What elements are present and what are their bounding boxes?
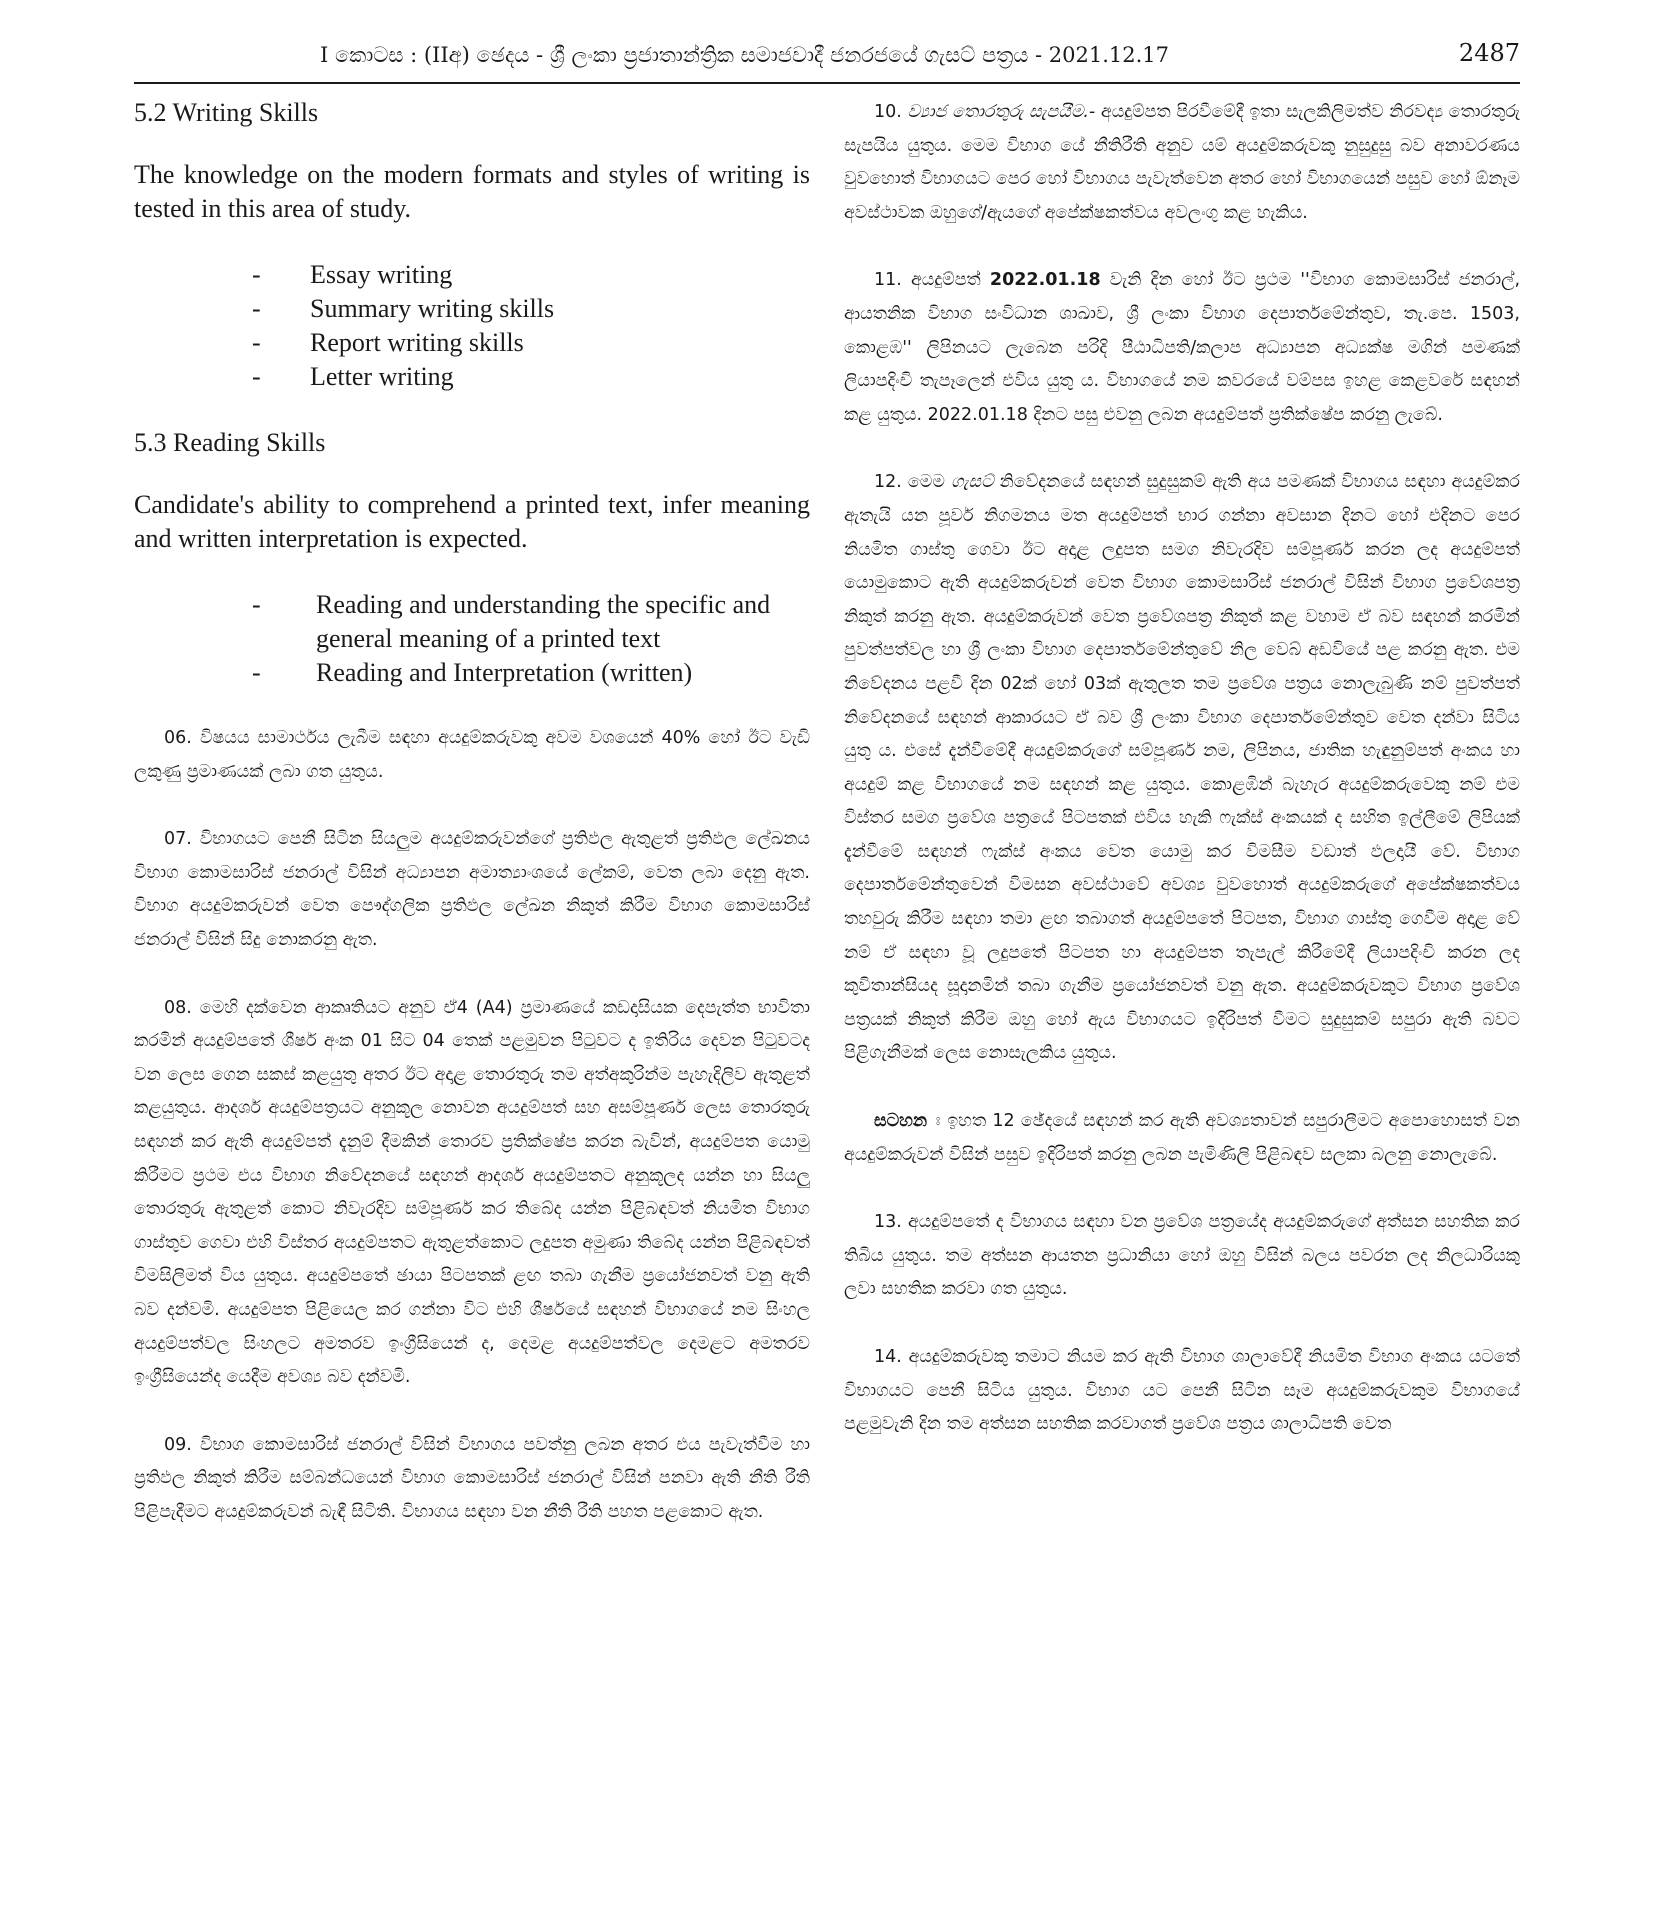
paragraph-body: - අයදුම්පත පිරවීමේදී ඉතා සැලකිලිමත්ව නිරවද්‍ය තොරතුරු සැපයිය යුතුය. මෙම විභාග යේ නීතිරීති අනුව යම් අයදුම්කරුවකු නුසුදුසු බව අනාවරණය වුවහොත් විභාගයට පෙර හෝ විභාගය පැවැත්වෙන අතර හෝ විභාගයෙන් පසුව හෝ ඕනෑම අවස්ථාවක ඔහුගේ/ඇයගේ අපේක්ෂකත්වය අවලංගු කළ හැකිය. (844, 102, 1520, 223)
list-item (134, 360, 810, 394)
paragraph-body: වැනි දින හෝ ඊට ප්‍රථම ''විභාග කොමසාරිස් ජනරාල්, ආයතනික විභාග සංවිධාන ශාඛාව, ශ්‍රී ලංකා විභාග දෙපාර්තමේන්තුව, තැ.පෙ. 1503, කොළඹ'' ලිපිනයට ලැබෙන පරිදි පීඨාධිපති/කලාප අධ්‍යාපන අධ්‍යක්ෂ මගින් පමණක් ලියාපදිංචි තැපෑලෙන් එවිය යුතු ය. විභාගයේ නම කවරයේ වම්පස ඉහළ කෙළවරේ සඳහන් කළ යුතුය. 2022.01.18 දිනට පසු එවනු ලබන අයදුම්පත් ප්‍රතික්ෂේප කරනු ලැබේ. (844, 270, 1521, 425)
paragraph-body: නිවේදනයේ සඳහන් සුදුසුකම් ඇති අය පමණක් විභාගය සඳහා අයදුම්කර ඇතැයි යන පූර්ව නිගමනය මත අයදුම්පත් භාර ගන්නා අවසාන දිනට හෝ එදිනට පෙර නියමිත ගාස්තු ගෙවා ඊට අදාළ ලදුපත සමග නිවැරදිව සම්පූර්ණ කරන ලද අයදුම්පත් යොමුකොට ඇති අයදුම්කරුවන් වෙත විභාග කොමසාරිස් ජනරාල් විසින් විභාග ප්‍රවේශපත්‍ර නිකුත් කරනු ඇත. අයදුම්කරුවන් වෙත ප්‍රවේශපත්‍ර නිකුත් කළ වහාම ඒ බව සඳහන් කරමින් පුවත්පත්වල හා ශ්‍රී ලංකා විභාග දෙපාර්තමේන්තුවේ නිල වෙබ් අඩවියේ පළ කරනු ඇත. එම නිවේදනය පළවී දින 02ක් හෝ 03ක් ඇතුලත තම ප්‍රවේශ පත්‍රය නොලැබුණි නම් පුවත්පත් නිවේදනයේ සඳහන් ආකාරයට ඒ බව ශ්‍රී ලංකා විභාග දෙපාර්තමේන්තුව වෙත දන්වා සිටිය යුතු ය. එසේ දැන්වීමේදී අයදුම්කරුගේ සම්පූර්ණ නම, ලිපිනය, ජාතික හැඳුනුම්පත් අංකය හා අයදුම් කළ විභාගයේ නම සඳහන් කළ යුතුය. කොළඹින් බැහැර අයදුම්කරුවෙකු නම් එම විස්තර සමග ප්‍රවේශ පත්‍රයේ පිටපතක් එවිය හැකි ෆැක්ස් අංකයක් ද සහිත ඉල්ලීමේ ලිපියක් දැන්වීමේ සඳහන් ෆැක්ස් අංකය වෙත යොමු කර විමසීම වඩාත් ඵලදායී වේ. විභාග දෙපාර්තමේන්තුවෙන් විමසන අවස්ථාවේ අවශ්‍ය වුවහොත් අයදුම්කරුගේ අපේක්ෂකත්වය තහවුරු කිරීම සඳහා තමා ළඟ තබාගත් අයදුම්පතේ පිටපත, විභාග ගාස්තු ගෙවීම අදාළ වේ නම් ඒ සඳහා වූ ලදුපතේ පිටපත හා අයදුම්පත තැපැල් කිරීමේදී ලියාපදිංචි කරන ලද කුවිතාන්සියද සූදානමින් තබා ගැනීම ප්‍රයෝජනවත් වනු ඇත. අයදුම්කරුවකුට විභාග ප්‍රවේශ පත්‍රයක් නිකුත් කිරීම ඔහු හෝ ඇය විභාගයට ඉදිරිපත් වීමට සුදුසුකම් සපුරා ඇති බවට පිළිගැනීමක් ලෙස නොසැලකිය යුතුය. (844, 472, 1521, 1064)
bullet-dash: - (252, 362, 261, 391)
reading-skills-description: Candidate's ability to comprehend a printed text, infer meaning and written interpretation is expected. (134, 490, 810, 553)
page-header (134, 36, 1520, 84)
list-item-text: Reading and Interpretation (written) (316, 658, 693, 687)
bullet-dash: - (252, 294, 261, 323)
list-item-text: Summary writing skills (310, 294, 555, 323)
gazette-word: ගැසට් (950, 472, 994, 493)
writing-skills-description: The knowledge on the modern formats and styles of writing is tested in this area of study. (134, 160, 810, 223)
paragraph-07: 07. විභාගයට පෙනී සිටින සියලුම අයදුම්කරුවන්ගේ ප්‍රතිඵල ඇතුළත් ප්‍රතිඵල ලේඛනය විභාග කොමසාරිස් ජනරාල් විසින් අධ්‍යාපන අමාත්‍යාංශයේ ලේකම්, වෙත ලබා දෙනු ඇත. විභාග අයදුම්කරුවන් වෙත පෞද්ගලික ප්‍රතිඵල ලේඛන නිකුත් කිරීම විභාග කොමසාරිස් ජනරාල් විසින් සිදු නොකරනු ඇත. (134, 829, 810, 950)
right-column (844, 96, 1520, 1442)
paragraph-lead: 12. මෙම (874, 472, 951, 493)
list-item-text: Reading and understanding the specific and general meaning of a printed text (316, 590, 771, 653)
bullet-dash: - (252, 260, 261, 289)
paragraph-number: 10. (874, 102, 902, 122)
paragraph-09: 09. විභාග කොමසාරිස් ජනරාල් විසින් විභාගය පවත්නු ලබන අතර එය පැවැත්වීම හා ප්‍රතිඵල නිකුත් කිරීම සම්බන්ධයෙන් විභාග කොමසාරිස් ජනරාල් විසින් පනවා ඇති නීති රීති පිළිපැදීමට අයදුම්කරුවන් බැඳී සිටිති. විභාගය සඳහා වන නීති රීති පහත පළකොට ඇත. (134, 1434, 810, 1522)
list-item-text: Letter writing (310, 362, 454, 391)
bullet-dash: - (252, 658, 261, 687)
list-item (134, 588, 810, 656)
list-item (134, 656, 810, 690)
paragraph-13: 13. අයදුම්පතේ ද විභාගය සඳහා වන ප්‍රවේශ පත්‍රයේද අයදුම්කරුගේ අත්සන සහතික කර තිබිය යුතුය. තම අත්සන ආයතන ප්‍රධානියා හෝ ඔහු විසින් බලය පවරන ලද නිලධාරියකු ලවා සහතික කරවා ගත යුතුය. (844, 1212, 1520, 1300)
section-heading-writing-skills: 5.2 Writing Skills (134, 98, 319, 127)
section-heading-reading-skills: 5.3 Reading Skills (134, 428, 326, 457)
list-item (134, 258, 810, 292)
paragraph-11 (844, 264, 1520, 432)
note-text: ඃ ඉහත 12 ඡේදයේ සඳහන් කර ඇති අවශ්‍යතාවන් සපුරාලීමට අපොහොසත් වන අයදුම්කරුවන් විසින් පසුව ඉදිරිපත් කරනු ලබන පැමිණිලි පිළිබඳව සලකා බලනු නොලැබේ. (844, 1111, 1520, 1165)
paragraph-06: 06. විෂයය සාමාර්ථය ලැබීම සඳහා අයදුම්කරුවකු අවම වශයෙන් 40% හෝ ඊට වැඩි ලකුණු ප්‍රමාණයක් ලබා ගත යුතුය. (134, 728, 810, 782)
paragraph-title: ව්‍යාජ තොරතුරු සැපයීම. (907, 102, 1089, 122)
list-item-text: Report writing skills (310, 328, 524, 357)
list-item (134, 326, 810, 360)
left-column (134, 96, 810, 1529)
paragraph-10 (844, 96, 1520, 230)
bullet-dash: - (252, 328, 261, 357)
list-item (134, 292, 810, 326)
paragraph-lead: 11. අයදුම්පත් (874, 270, 990, 291)
paragraph-08: 08. මෙහි දක්වෙන ආකෘතියට අනුව ඒ4 (A4) ප්‍රමාණයේ කඩදාසියක දෙපැත්ත භාවිතා කරමින් අයදුම්පතේ ශීර්ෂ අංක 01 සිට 04 තෙක් පළමුවන පිටුවට ද ඉතිරිය දෙවන පිටුවටද වන ලෙස ගෙන සකස් කළයුතු අතර ඊට අදාළ තොරතුරු තම අත්අකුරින්ම පැහැදිලිව ඇතුළත් කළයුතුය. ආදර්ශ අයදුම්පත්‍රයට අනුකූල නොවන අයදුම්පත් සහ අසම්පූර්ණ ලෙස තොරතුරු සඳහන් කර ඇති අයදුම්පත් දැනුම් දීමකින් තොරව ප්‍රතික්ෂේප කරන බැවින්, අයදුම්පත යොමු කිරීමට ප්‍රථම එය විභාග නිවේදනයේ සඳහන් ආදර්ශ අයදුම්පතට අනුකූලද යන්න හා සියලු තොරතුරු ඇතුළත් කොට නිවැරදිව සම්පූර්ණ කර තිබේද යන්න පිළිබඳවත් නියමිත විභාග ගාස්තුව ගෙවා එහි විස්තර අයදුම්පතට ඇතුළත්කොට ලදුපත අමුණා තිබේද යන්න පිළිබඳවත් විමසිලිමත් විය යුතුය. අයදුම්පතේ ඡායා පිටපතක් ළඟ තබා ගැනීම ප්‍රයෝජනවත් වනු ඇති බව දන්වමි. අයදුම්පත පිළියෙල කර ගන්නා විට එහි ශීර්ෂයේ සඳහන් විභාගයේ නම සිංහල අයදුම්පත්වල සිංහලට අමතරව ඉංග්‍රීසියෙන් ද, දෙමළ අයදුම්පත්වල දෙමළට අමතරව ඉංග්‍රීසියෙන්ද යෙදීම අවශ්‍ය බව දන්වමි. (134, 997, 810, 1388)
gazette-header-title: I කොටස : (IIඅ) ඡෙදය - ශ්‍රී ලංකා ප්‍රජාතාන්ත්‍රික සමාජවාදී ජනරජයේ ගැසට් පත්‍රය - 2021.12.17 (320, 43, 1170, 67)
paragraph-14: 14. අයදුම්කරුවකු තමාට නියම කර ඇති විභාග ශාලාවේදී නියමිත විභාග අංකය යටතේ විභාගයට පෙනී සිටිය යුතුය. විභාග යට පෙනී සිටින සෑම අයදුම්කරුවකුම විභාගයේ පළමුවැනි දින තම අත්සන සහතික කරවාගත් ප්‍රවේශ පත්‍රය ශාලාධිපති වෙත (844, 1347, 1520, 1435)
list-item-text: Essay writing (310, 260, 453, 289)
page-number: 2487 (1458, 39, 1520, 67)
writing-skills-list (134, 258, 810, 394)
paragraph-12 (844, 466, 1520, 1071)
bullet-dash: - (252, 590, 261, 619)
deadline-date: 2022.01.18 (989, 270, 1101, 291)
note-label: සටහන (874, 1111, 928, 1132)
reading-skills-list (134, 588, 810, 690)
note-paragraph (844, 1105, 1520, 1172)
